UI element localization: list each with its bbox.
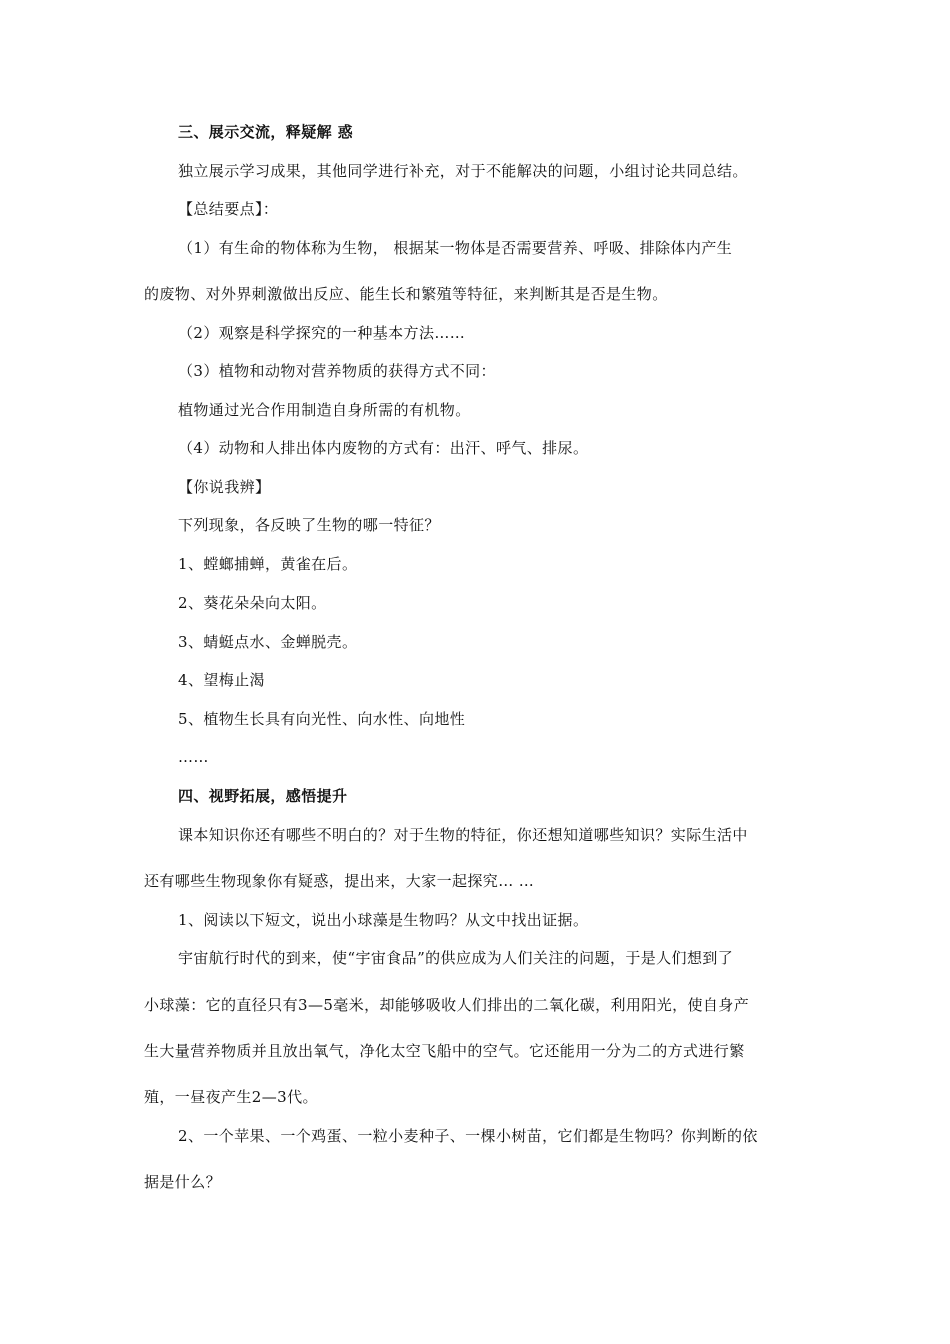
list-item: 2、葵花朵朵向太阳。 — [178, 594, 327, 612]
summary-point-1-line-2: 的废物、对外界刺激做出反应、能生长和繁殖等特征，来判断其是否是生物。 — [144, 285, 668, 303]
list-item: 1、螳螂捕蝉，黄雀在后。 — [178, 555, 358, 573]
question-2-line-1: 2、一个苹果、一个鸡蛋、一粒小麦种子、一棵小树苗，它们都是生物吗？你判断的依 — [178, 1127, 758, 1145]
question-1: 1、阅读以下短文，说出小球藻是生物吗？从文中找出证据。 — [178, 911, 589, 929]
section-heading-3: 三、展示交流，释疑解 惑 — [178, 123, 354, 141]
list-item: 4、望梅止渴 — [178, 671, 265, 689]
section-heading-4: 四、视野拓展，感悟提升 — [178, 787, 348, 805]
discuss-title: 【你说我辨】 — [178, 478, 271, 496]
list-item: 5、植物生长具有向光性、向水性、向地性 — [178, 710, 466, 728]
passage-line-4: 殖，一昼夜产生2—3代。 — [144, 1088, 318, 1106]
list-item: 3、蜻蜓点水、金蝉脱壳。 — [178, 633, 358, 651]
question-2-line-2: 据是什么？ — [144, 1173, 222, 1191]
summary-point-2: （2）观察是科学探究的一种基本方法…… — [178, 324, 466, 342]
summary-title: 【总结要点】： — [178, 200, 279, 218]
section-4-intro-line-1: 课本知识你还有哪些不明白的？对于生物的特征，你还想知道哪些知识？实际生活中 — [178, 826, 748, 844]
summary-point-1-line-1: （1）有生命的物体称为生物， 根据某一物体是否需要营养、呼吸、排除体内产生 — [178, 239, 733, 257]
section-3-intro: 独立展示学习成果，其他同学进行补充，对于不能解决的问题，小组讨论共同总结。 — [178, 162, 748, 180]
passage-line-1: 宇宙航行时代的到来，使“宇宙食品”的供应成为人们关注的问题，于是人们想到了 — [178, 949, 734, 967]
list-ellipsis: …… — [178, 748, 209, 766]
discuss-question: 下列现象，各反映了生物的哪一特征？ — [178, 516, 440, 534]
section-4-intro-line-2: 还有哪些生物现象你有疑惑，提出来，大家一起探究… … — [144, 872, 535, 890]
summary-point-3: （3）植物和动物对营养物质的获得方式不同： — [178, 362, 496, 380]
passage-line-2: 小球藻：它的直径只有3—5毫米，却能够吸收人们排出的二氧化碳，利用阳光，使自身产 — [144, 996, 750, 1014]
summary-point-4: （4）动物和人排出体内废物的方式有：出汗、呼气、排尿。 — [178, 439, 589, 457]
summary-point-3-detail: 植物通过光合作用制造自身所需的有机物。 — [178, 401, 471, 419]
passage-line-3: 生大量营养物质并且放出氧气，净化太空飞船中的空气。它还能用一分为二的方式进行繁 — [144, 1042, 745, 1060]
